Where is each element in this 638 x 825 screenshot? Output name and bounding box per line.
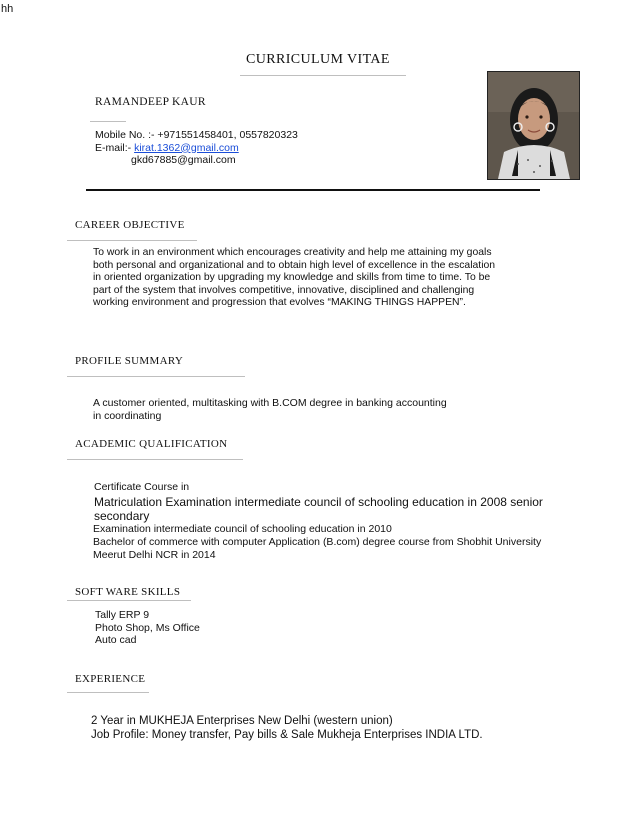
- profile-summary-underline: [67, 376, 245, 377]
- career-objective-line: in oriented organization by upgrading my knowledge and skills from time to time. To be: [93, 272, 491, 283]
- career-objective-line: working environment and progression that evolves “MAKING THINGS HAPPEN”.: [93, 297, 466, 308]
- email-link-primary[interactable]: kirat.1362@gmail.com: [134, 141, 239, 154]
- career-objective-line: both personal and organizational and to obtain high level of excellence in the escalation: [93, 259, 496, 271]
- email-line: [95, 142, 298, 155]
- career-objective-line: To work in an environment which encourages creativity and help me attaining my goals: [93, 247, 492, 258]
- email-label: E-mail:-: [95, 141, 135, 154]
- header-separator: [86, 189, 540, 191]
- career-objective-text: [93, 247, 495, 310]
- email-secondary: gkd67885@gmail.com: [131, 154, 236, 166]
- academic-line-secondary: secondary: [94, 509, 150, 523]
- software-skills-heading: SOFT WARE SKILLS: [75, 586, 181, 598]
- experience-underline: [67, 692, 149, 693]
- experience-line-company: 2 Year in MUKHEJA Enterprises New Delhi (western union): [91, 715, 393, 727]
- mobile-number: Mobile No. :- +971551458401, 0557820323: [95, 129, 298, 141]
- academic-line-matriculation: Matriculation Examination intermediate council of schooling education in 2008 senior: [94, 495, 543, 509]
- career-objective-underline: [67, 240, 197, 241]
- experience-heading: EXPERIENCE: [75, 673, 146, 685]
- profile-summary-line: in coordinating: [93, 409, 162, 422]
- candidate-name: RAMANDEEP KAUR: [95, 96, 206, 108]
- profile-photo-icon: [488, 72, 579, 179]
- software-skills-underline: [67, 600, 191, 601]
- skill-item: Auto cad: [95, 634, 137, 646]
- academic-line-bachelor: Bachelor of commerce with computer Application (B.com) degree course from Shobhit University: [93, 536, 542, 548]
- career-objective-heading: CAREER OBJECTIVE: [75, 219, 185, 231]
- profile-summary-line: A customer oriented, multitasking with B.COM degree in banking accounting: [93, 397, 447, 409]
- academic-line-intermediate: Examination intermediate council of schooling education in 2010: [93, 523, 392, 535]
- skill-item: Tally ERP 9: [95, 609, 150, 621]
- corner-text: hh: [1, 3, 14, 15]
- profile-photo: [487, 71, 580, 180]
- experience-line-profile: Job Profile: Money transfer, Pay bills & Sale Mukheja Enterprises INDIA LTD.: [91, 729, 483, 741]
- profile-summary-text: [93, 397, 447, 422]
- profile-summary-heading: PROFILE SUMMARY: [75, 355, 184, 367]
- name-underline: [90, 121, 126, 122]
- page-title: CURRICULUM VITAE: [246, 52, 390, 67]
- academic-line-certificate: Certificate Course in: [94, 481, 190, 493]
- academic-line-university: Meerut Delhi NCR in 2014: [93, 549, 216, 561]
- academic-heading: ACADEMIC QUALIFICATION: [75, 438, 228, 450]
- contact-block: [95, 129, 298, 167]
- software-skills-list: [95, 609, 200, 647]
- title-underline: [240, 75, 406, 76]
- skill-item: Photo Shop, Ms Office: [95, 621, 200, 634]
- career-objective-line: part of the system that involves competitive, innovative, disciplined and challenging: [93, 284, 475, 296]
- academic-underline: [67, 459, 243, 460]
